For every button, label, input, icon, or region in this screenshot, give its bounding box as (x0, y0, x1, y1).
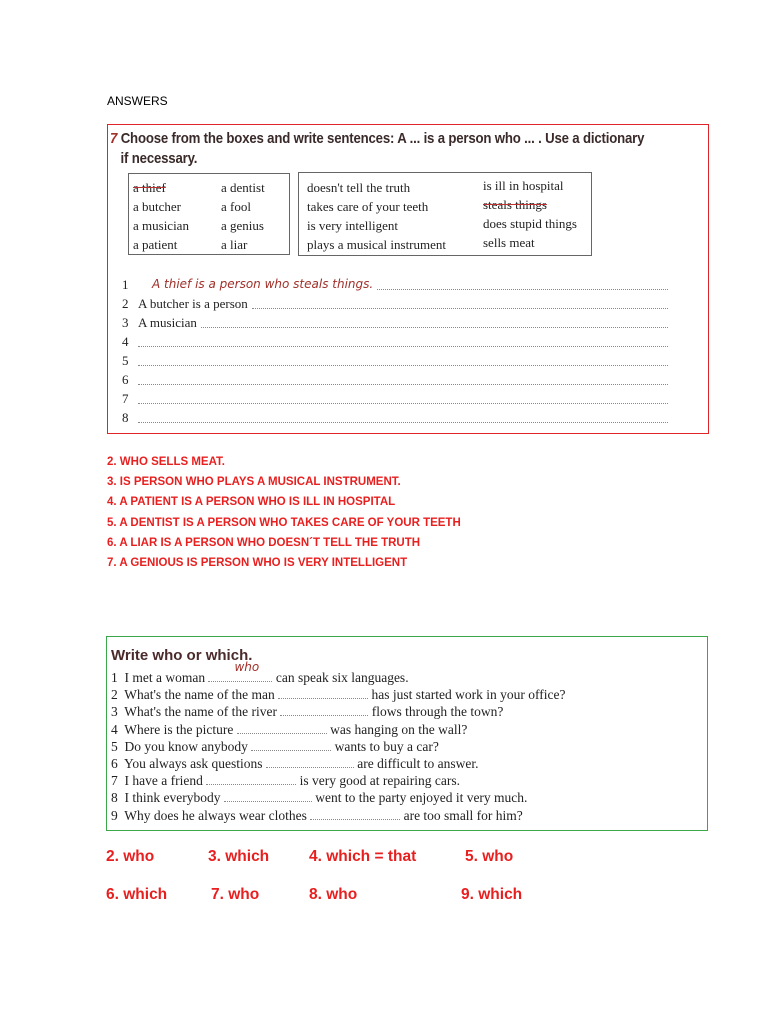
answer-line: 7 (122, 389, 668, 408)
answer-line: 1 A thief is a person who steals things. (122, 275, 668, 294)
sentence-line: 3 What's the name of the river flows through the town? (111, 704, 504, 720)
exercise-2-answer: 8. who (309, 886, 358, 903)
answer-text: 2. WHO SELLS MEAT. (107, 456, 225, 468)
exercise-2-box (106, 636, 708, 831)
sentence-line: 1 I met a woman who can speak six languages. (111, 660, 409, 685)
answer-line: 8 (122, 408, 668, 427)
exercise-1-number: 7 (110, 130, 118, 147)
answer-line: 6 (122, 370, 668, 389)
exercise-2-answer: 7. who (211, 886, 260, 903)
answer-text: 3. IS PERSON WHO PLAYS A MUSICAL INSTRUMENT. (107, 476, 401, 489)
exercise-2-answer: 5. who (465, 848, 514, 865)
sentence-line: 2 What's the name of the man has just started work in your office? (111, 687, 566, 703)
sentence-line: 4 Where is the picture was hanging on the wall? (111, 721, 468, 737)
exercise-2-title: Write who or which. (111, 647, 253, 664)
exercise-2-answer: 6. which (106, 886, 168, 903)
answer-line: 2 A butcher is a person (122, 294, 668, 313)
sentence-line: 9 Why does he always wear clothes are too small for him? (111, 807, 523, 823)
exercise-2-answer: 2. who (106, 848, 155, 865)
answer-text: 6. A LIAR IS A PERSON WHO DOESN´T TELL THE TRUTH (107, 536, 421, 549)
sentence-line: 6 You always ask questions are difficult to answer. (111, 755, 479, 771)
sentence-line: 5 Do you know anybody wants to buy a car? (111, 738, 439, 754)
handwritten-example: A thief is a person who steals things. (152, 277, 374, 291)
exercise-1-instruction-cont: if necessary. (120, 150, 198, 167)
exercise-1-instruction: 7 Choose from the boxes and write sentences: A ... is a person who ... . Use a dictionary if necessary. (110, 130, 645, 167)
people-column-2: a dentist a fool a genius a liar (221, 180, 265, 252)
answer-line: 3 A musician (122, 313, 668, 332)
people-word-box (128, 173, 290, 255)
handwritten-answer: who (234, 660, 260, 674)
actions-column-2: is ill in hospital steals things does stupid things sells meat (483, 178, 577, 250)
answer-text: 5. A DENTIST IS A PERSON WHO TAKES CARE OF YOUR TEETH (107, 516, 461, 529)
exercise-2-answer: 9. which (461, 886, 523, 903)
exercise-1-answer-lines (122, 275, 668, 427)
actions-word-box (298, 172, 592, 256)
exercise-2-answer: 3. which (208, 848, 270, 865)
answer-text: 7. A GENIOUS IS PERSON WHO IS VERY INTELLIGENT (107, 557, 408, 570)
page-title: ANSWERS (107, 94, 168, 108)
sentence-line: 8 I think everybody went to the party enjoyed it very much. (111, 790, 528, 806)
answer-text: 4. A PATIENT IS A PERSON WHO IS ILL IN HOSPITAL (107, 496, 396, 509)
sentence-line: 7 I have a friend is very good at repairing cars. (111, 773, 461, 789)
exercise-1-box (107, 124, 709, 434)
answer-line: 5 (122, 351, 668, 370)
exercise-2-sentences (111, 660, 681, 824)
exercise-2-answer: 4. which = that (309, 848, 417, 865)
actions-column-1: doesn't tell the truth takes care of your teeth is very intelligent plays a musical instrument (307, 180, 447, 252)
people-column-1: a thief a butcher a musician a patient (133, 180, 189, 252)
exercise-1-answers (107, 452, 461, 573)
answer-line: 4 (122, 332, 668, 351)
